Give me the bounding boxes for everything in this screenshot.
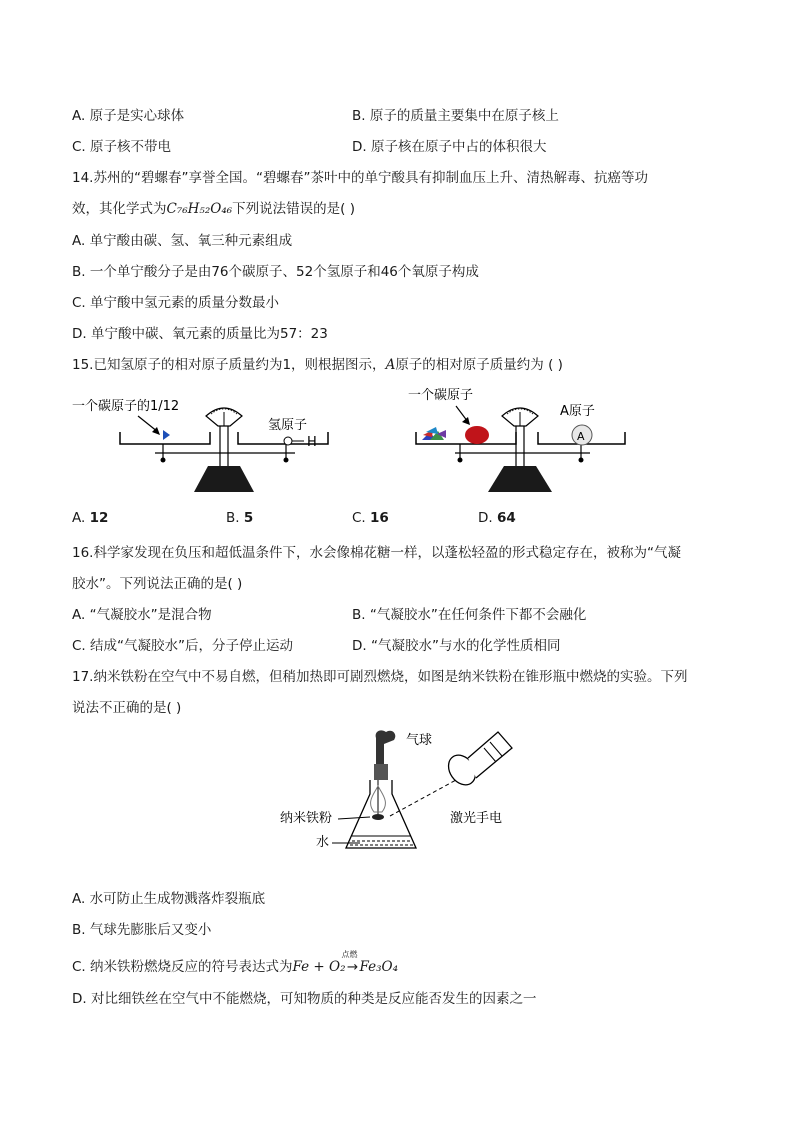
q14-stem-pre: 效，其化学式为 bbox=[72, 201, 167, 217]
q15-option-a: A. 12 bbox=[72, 510, 109, 526]
q17-stem-line2: 说法不正确的是( ) bbox=[72, 700, 182, 716]
a-atom-symbol: A bbox=[577, 430, 585, 443]
reaction-condition: 点燃 bbox=[341, 950, 358, 959]
q15-balance-figure bbox=[60, 380, 660, 498]
q14-option-b: B. 一个单宁酸分子是由76个碳原子、52个氢原子和46个氧原子构成 bbox=[72, 264, 479, 280]
carbon-fraction-icon bbox=[163, 430, 170, 440]
stopper bbox=[374, 764, 388, 780]
q13-option-a: A. 原子是实心球体 bbox=[72, 108, 185, 124]
equation-product: Fe₃O₄ bbox=[359, 959, 399, 975]
q15-stem bbox=[72, 353, 563, 373]
q16-option-a: A. “气凝胶水”是混合物 bbox=[72, 607, 212, 623]
q16-option-b: B. “气凝胶水”在任何条件下都不会融化 bbox=[352, 607, 587, 623]
hydrogen-label: 氢原子 bbox=[268, 418, 308, 433]
q14-option-d: D. 单宁酸中碳、氧元素的质量比为57：23 bbox=[72, 326, 328, 342]
hydrogen-symbol: H bbox=[307, 435, 317, 450]
left-base bbox=[194, 466, 254, 492]
spoon-icon bbox=[372, 814, 384, 820]
equation-reactants: Fe + O₂ bbox=[292, 959, 346, 975]
q14-stem-line1: 14.苏州的“碧螺春”享誉全国。“碧螺春”茶叶中的单宁酸具有抑制血压上升、清热解毒、抗癌等功 bbox=[72, 170, 648, 186]
hydrogen-atom-icon bbox=[284, 437, 292, 445]
q13-option-b: B. 原子的质量主要集中在原子核上 bbox=[352, 108, 559, 124]
carbon-atom-icon bbox=[465, 426, 489, 444]
q14-formula: C₇₆H₅₂O₄₆ bbox=[166, 201, 233, 217]
balloon-icon bbox=[376, 730, 396, 764]
q16-option-c: C. 结成“气凝胶水”后，分子停止运动 bbox=[72, 638, 293, 654]
q17-stem-line1: 17.纳米铁粉在空气中不易自燃，但稍加热即可剧烈燃烧，如图是纳米铁粉在锥形瓶中燃烧的实验。下列 bbox=[72, 669, 688, 685]
q15-stem-post: 原子的相对原子质量约为 ( ) bbox=[395, 357, 563, 373]
q17-experiment-figure bbox=[270, 722, 530, 857]
balloon-label: 气球 bbox=[406, 733, 433, 748]
q17-option-a: A. 水可防止生成物溅落炸裂瓶底 bbox=[72, 891, 266, 907]
q15-stem-var: A bbox=[385, 357, 396, 373]
left-label: 一个碳原子的1/12 bbox=[72, 399, 180, 414]
right-balance bbox=[408, 387, 625, 492]
carbon-atom-label: 一个碳原子 bbox=[408, 388, 474, 403]
right-base bbox=[488, 466, 552, 492]
q13-option-d: D. 原子核在原子中占的体积很大 bbox=[352, 139, 547, 155]
iron-powder-label: 纳米铁粉 bbox=[280, 811, 333, 826]
q17-option-d: D. 对比细铁丝在空气中不能燃烧，可知物质的种类是反应能否发生的因素之一 bbox=[72, 991, 537, 1007]
q14-option-a: A. 单宁酸由碳、氢、氧三种元素组成 bbox=[72, 233, 293, 249]
q15-option-c: C. 16 bbox=[352, 510, 389, 526]
q13-option-c: C. 原子核不带电 bbox=[72, 139, 172, 155]
q17-option-c: C. 纳米铁粉燃烧反应的符号表达式为Fe + O₂ 点燃 →Fe₃O₄ bbox=[72, 950, 399, 975]
q14-stem-line2 bbox=[72, 197, 355, 217]
q16-stem-line2: 胶水”。下列说法正确的是( ) bbox=[72, 576, 243, 592]
q16-stem-line1: 16.科学家发现在负压和超低温条件下，水会像棉花糖一样，以蓬松轻盈的形式稳定存在，被称为“气凝 bbox=[72, 545, 681, 561]
q15-option-d: D. 64 bbox=[478, 510, 516, 526]
conical-flask bbox=[346, 780, 416, 848]
q14-option-c: C. 单宁酸中氢元素的质量分数最小 bbox=[72, 295, 280, 311]
q17-option-b: B. 气球先膨胀后又变小 bbox=[72, 922, 212, 938]
q16-option-d: D. “气凝胶水”与水的化学性质相同 bbox=[352, 638, 561, 654]
a-atom-label: A原子 bbox=[560, 404, 595, 419]
q15-option-b: B. 5 bbox=[226, 510, 254, 526]
reaction-arrow: 点燃 → bbox=[341, 950, 359, 975]
laser-label: 激光手电 bbox=[450, 811, 503, 826]
water-label: 水 bbox=[316, 835, 330, 850]
left-balance bbox=[72, 398, 328, 492]
q14-stem-post: 下列说法错误的是( ) bbox=[232, 201, 355, 217]
q15-stem-pre: 15.已知氢原子的相对原子质量约为1，则根据图示， bbox=[72, 357, 386, 373]
